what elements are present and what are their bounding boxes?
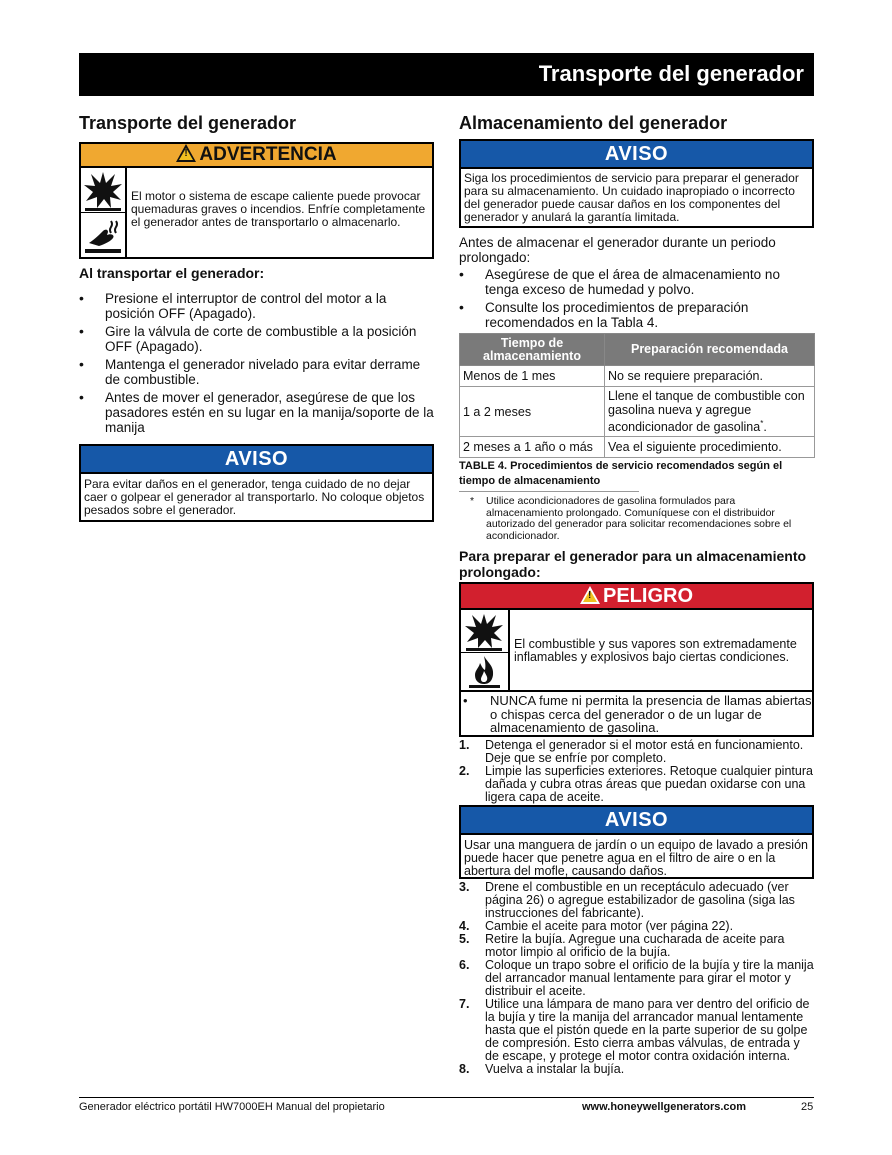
warning-label: ADVERTENCIA <box>199 144 337 165</box>
table-cell: Menos de 1 mes <box>460 366 605 387</box>
table-header: Preparación recomendada <box>605 334 815 366</box>
flame-icon <box>461 653 508 689</box>
notice-text: Siga los procedimientos de servicio para preparar el generador para su almacenamiento. Un cuidado inapropiado o incorrecto del generador puede causar daños en los componentes del generador y anulará la garantía limitada. <box>464 171 799 224</box>
list-item: • Asegúrese de que el área de almacenamiento no tenga exceso de humedad y polvo. <box>459 267 814 297</box>
table-footnote: Utilice acondicionadores de gasolina formulados para almacenamiento prolongado. Comuníquese con el distribuidor autorizado del generador para solicitar recomendaciones sobre el acondicionador. <box>486 495 792 542</box>
transport-subheading: Al transportar el generador: <box>79 265 265 281</box>
table-cell <box>605 387 815 437</box>
warning-box <box>79 142 434 259</box>
notice-text: Usar una manguera de jardín o un equipo de lavado a presión puede hacer que penetre agua en el filtro de aire o en la abertura del mofle, causando daños. <box>464 838 808 878</box>
storage-table <box>459 333 815 458</box>
footer-rule <box>79 1097 814 1098</box>
table-row <box>460 387 815 437</box>
list-item: 8. Vuelva a instalar la bujía. <box>459 1062 625 1076</box>
danger-bullet-text: NUNCA fume ni permita la presencia de llamas abiertas o chispas cerca del generador o de un lugar de almacenamiento de gasolina. <box>490 693 812 735</box>
table-row <box>460 366 815 387</box>
steps-list-b <box>459 881 814 1076</box>
table-row <box>460 437 815 458</box>
table-cell: Vea el siguiente procedimiento. <box>605 437 815 458</box>
hot-surface-hand-icon <box>81 213 125 256</box>
prepare-subheading: Para preparar el generador para un almacenamiento prolongado: <box>459 548 807 580</box>
notice-header: AVISO <box>81 446 432 474</box>
warning-header <box>81 144 432 168</box>
table-cell-text: Llene el tanque de combustible con gasolina nueva y agregue acondicionador de gasolina <box>608 389 805 435</box>
list-item: 4. Cambie el aceite para motor (ver página 22). <box>459 919 734 933</box>
storage-intro: Antes de almacenar el generador durante un periodo prolongado: <box>459 235 776 265</box>
storage-bullets <box>459 267 814 333</box>
list-item: • Presione el interruptor de control del motor a la posición OFF (Apagado). <box>79 291 434 321</box>
warning-triangle-icon: ! <box>176 144 196 162</box>
notice-header: AVISO <box>461 807 812 835</box>
danger-bullet <box>463 694 812 735</box>
table-cell: 1 a 2 meses <box>460 387 605 437</box>
list-item: 6. Coloque un trapo sobre el orificio de la bujía y tire la manija del arrancador manual lentamente para girar el motor y distribuir el aceite. <box>459 958 814 998</box>
table-cell: No se requiere preparación. <box>605 366 815 387</box>
list-item: 5. Retire la bujía. Agregue una cucharada de aceite para motor limpio al orificio de la bujía. <box>459 932 785 959</box>
footer-title: Generador eléctrico portátil HW7000EH Manual del propietario <box>79 1101 385 1113</box>
danger-box <box>459 582 814 737</box>
footer-url[interactable]: www.honeywellgenerators.com <box>582 1101 747 1113</box>
notice-box-storage <box>459 139 814 228</box>
page-banner <box>79 53 814 96</box>
list-item: • Consulte los procedimientos de preparación recomendados en la Tabla 4. <box>459 300 814 330</box>
table-caption: TABLE 4. Procedimientos de servicio recomendados según el tiempo de almacenamiento <box>459 460 783 487</box>
list-item: 1. Detenga el generador si el motor está en funcionamiento. Deje que se enfríe por completo. <box>459 738 804 765</box>
danger-divider <box>461 690 812 692</box>
warning-icons <box>81 168 127 257</box>
list-item: 3. Drene el combustible en un receptáculo adecuado (ver página 26) o agregue estabilizador de gasolina (siga las instrucciones del fabricante). <box>459 880 795 920</box>
danger-icons <box>461 610 510 690</box>
warning-triangle-icon: ! <box>580 586 600 604</box>
steps-list-a <box>459 739 814 804</box>
explosion-icon <box>461 610 508 652</box>
footnote-asterisk: * <box>470 495 475 507</box>
list-item: • Gire la válvula de corte de combustible a la posición OFF (Apagado). <box>79 324 434 354</box>
notice-text: Para evitar daños en el generador, tenga cuidado de no dejar caer o golpear el generador al transportarlo. No coloque objetos pesados sobre el generador. <box>84 477 425 517</box>
danger-text: El combustible y sus vapores son extremadamente inflamables y explosivos bajo ciertas condiciones. <box>514 637 797 664</box>
table-cell: 2 meses a 1 año o más <box>460 437 605 458</box>
list-item: 2. Limpie las superficies exteriores. Retoque cualquier pintura dañada y cubra otras áreas que puedan oxidarse con una ligera capa de aceite. <box>459 764 813 804</box>
explosion-icon <box>81 168 125 212</box>
storage-heading: Almacenamiento del generador <box>459 113 728 133</box>
table-cell-period: . <box>763 420 767 435</box>
transport-bullets <box>79 291 434 438</box>
notice-box-washing <box>459 805 814 879</box>
notice-header: AVISO <box>461 141 812 169</box>
footnote-rule <box>459 491 639 492</box>
notice-box-transport <box>79 444 434 522</box>
bullet-glyph: • <box>463 693 468 708</box>
list-item: 7. Utilice una lámpara de mano para ver dentro del orificio de la bujía y tire la manija del arrancador manual lentamente hasta que el pistón quede en la parte superior de su golpe de compresión. Esto cierra ambas válvulas, de entrada y de escape, y protege el motor contra oxidación interna. <box>459 997 810 1063</box>
table-header: Tiempo de almacenamiento <box>460 334 605 366</box>
list-item: • Mantenga el generador nivelado para evitar derrame de combustible. <box>79 357 434 387</box>
list-item: • Antes de mover el generador, asegúrese de que los pasadores estén en su lugar en la manija/soporte de la manija <box>79 390 434 435</box>
transport-heading: Transporte del generador <box>79 113 297 133</box>
warning-text: El motor o sistema de escape caliente puede provocar quemaduras graves o incendios. Enfríe completamente el generador antes de transportarlo o almacenarlo. <box>131 189 426 229</box>
page-number: 25 <box>801 1101 814 1113</box>
banner-title: Transporte del generador <box>538 61 804 86</box>
footnote-mark: * <box>760 419 764 428</box>
danger-label: PELIGRO <box>602 585 693 607</box>
danger-header <box>461 584 812 610</box>
